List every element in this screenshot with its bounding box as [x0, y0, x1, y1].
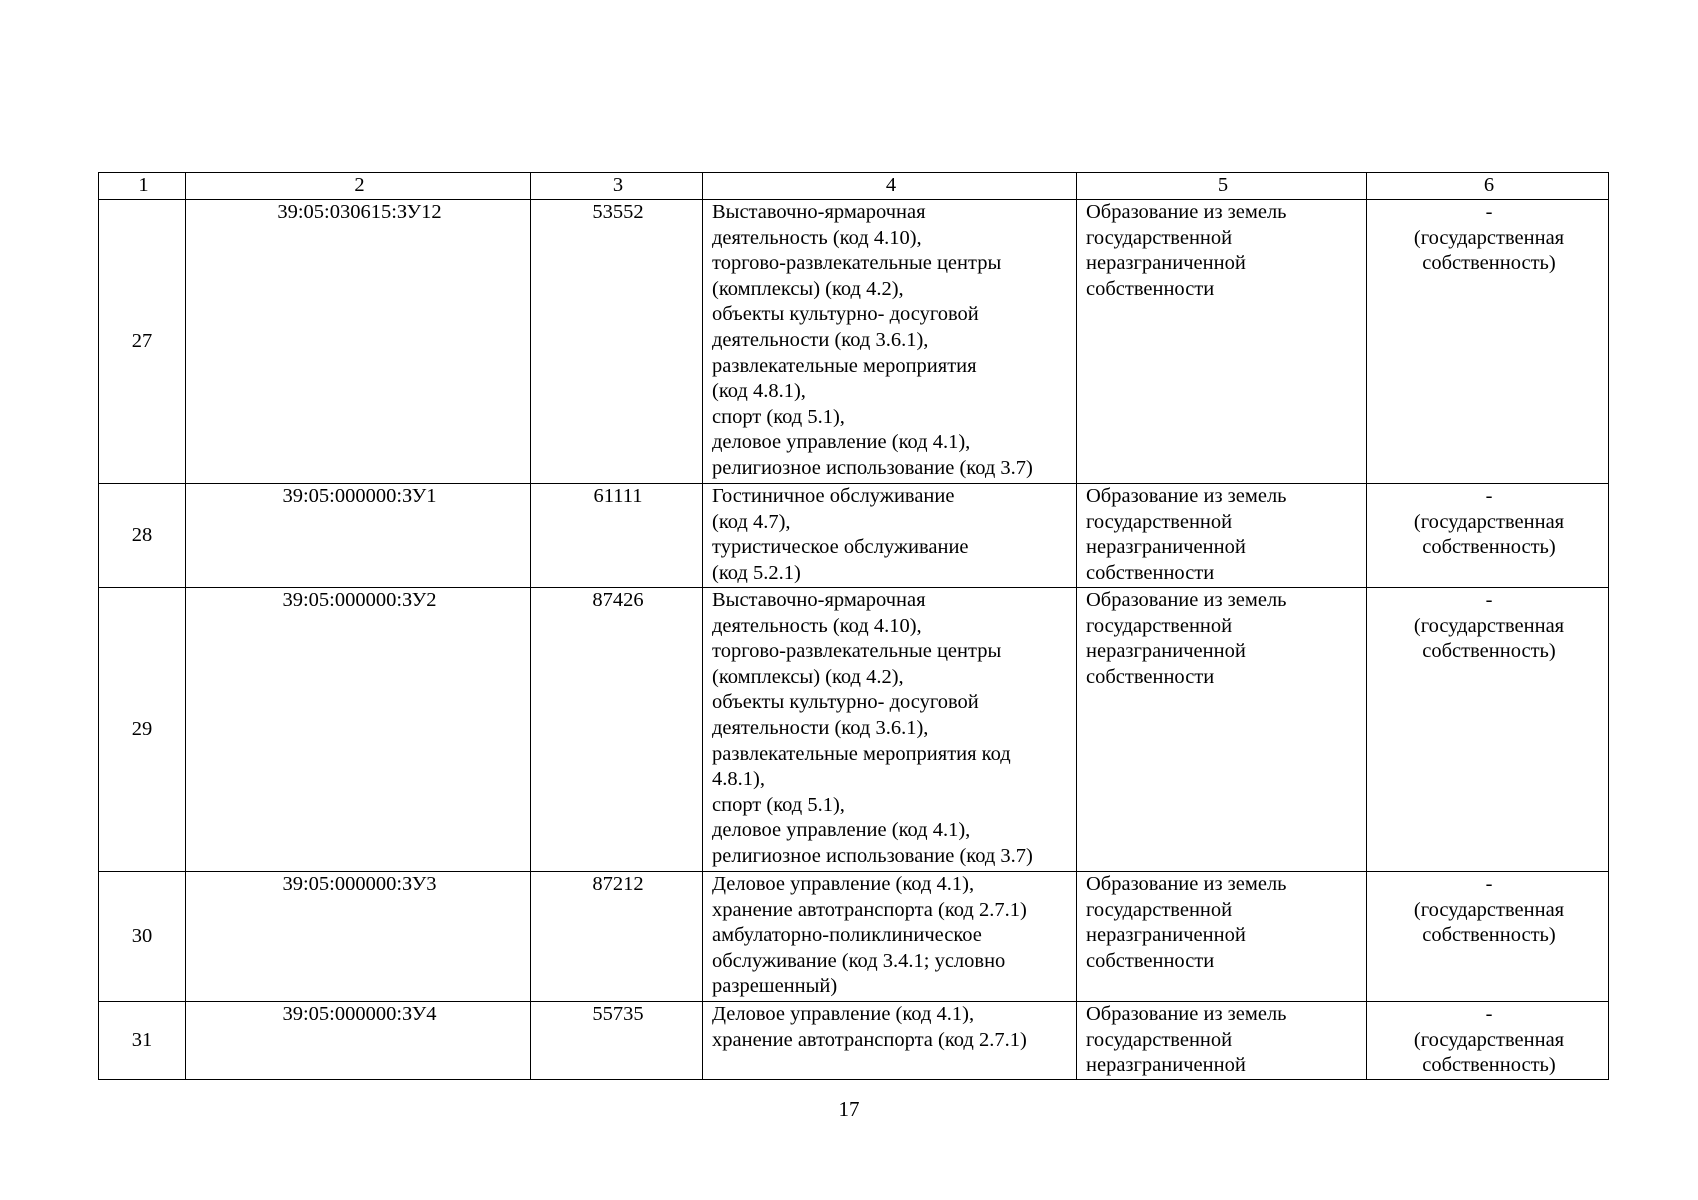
- header-cell-4: 4: [703, 173, 1077, 200]
- header-cell-6: 6: [1367, 173, 1609, 200]
- header-cell-3: 3: [531, 173, 703, 200]
- table-row: [99, 1002, 1609, 1080]
- plot-area: 87212: [531, 872, 703, 1002]
- formation-method: Образование из земель государственной неразграниченной собственности: [1077, 588, 1367, 872]
- formation-method: Образование из земель государственной неразграниченной собственности: [1077, 200, 1367, 484]
- table-row: [99, 484, 1609, 588]
- row-number: 27: [99, 200, 186, 484]
- header-cell-5: 5: [1077, 173, 1367, 200]
- permitted-use: Выставочно-ярмарочная деятельность (код 4.10), торгово-развлекательные центры (комплексы) (код 4.2), объекты культурно- досуговой деятельности (код 3.6.1), развлекательные мероприятия код 4.8.1), спорт (код 5.1), деловое управление (код 4.1), религиозное использование (код 3.7): [703, 588, 1077, 872]
- permitted-use: Гостиничное обслуживание (код 4.7), туристическое обслуживание (код 5.2.1): [703, 484, 1077, 588]
- row-number: 28: [99, 484, 186, 588]
- permitted-use: Деловое управление (код 4.1), хранение автотранспорта (код 2.7.1): [703, 1002, 1077, 1080]
- plot-area: 55735: [531, 1002, 703, 1080]
- ownership: - (государственная собственность): [1367, 200, 1609, 484]
- page-number: 17: [838, 1097, 860, 1121]
- cadastral-number: 39:05:030615:ЗУ12: [186, 200, 531, 484]
- permitted-use: Выставочно-ярмарочная деятельность (код 4.10), торгово-развлекательные центры (комплексы) (код 4.2), объекты культурно- досуговой деятельности (код 3.6.1), развлекательные мероприятия (код 4.8.1), спорт (код 5.1), деловое управление (код 4.1), религиозное использование (код 3.7): [703, 200, 1077, 484]
- table-row: [99, 200, 1609, 484]
- land-plots-table: [98, 172, 1609, 1080]
- cadastral-number: 39:05:000000:ЗУ1: [186, 484, 531, 588]
- table-header-row: [99, 173, 1609, 200]
- formation-method: Образование из земель государственной неразграниченной собственности: [1077, 484, 1367, 588]
- table-row: [99, 588, 1609, 872]
- ownership: - (государственная собственность): [1367, 588, 1609, 872]
- table-row: [99, 872, 1609, 1002]
- cadastral-number: 39:05:000000:ЗУ3: [186, 872, 531, 1002]
- row-number: 30: [99, 872, 186, 1002]
- plot-area: 61111: [531, 484, 703, 588]
- header-cell-2: 2: [186, 173, 531, 200]
- ownership: - (государственная собственность): [1367, 872, 1609, 1002]
- row-number: 29: [99, 588, 186, 872]
- formation-method: Образование из земель государственной неразграниченной собственности: [1077, 872, 1367, 1002]
- header-cell-1: 1: [99, 173, 186, 200]
- ownership: - (государственная собственность): [1367, 484, 1609, 588]
- row-number: 31: [99, 1002, 186, 1080]
- permitted-use: Деловое управление (код 4.1), хранение автотранспорта (код 2.7.1) амбулаторно-поликлиническое обслуживание (код 3.4.1; условно разрешенный): [703, 872, 1077, 1002]
- cadastral-number: 39:05:000000:ЗУ2: [186, 588, 531, 872]
- formation-method: Образование из земель государственной неразграниченной: [1077, 1002, 1367, 1080]
- ownership: - (государственная собственность): [1367, 1002, 1609, 1080]
- plot-area: 87426: [531, 588, 703, 872]
- cadastral-number: 39:05:000000:ЗУ4: [186, 1002, 531, 1080]
- plot-area: 53552: [531, 200, 703, 484]
